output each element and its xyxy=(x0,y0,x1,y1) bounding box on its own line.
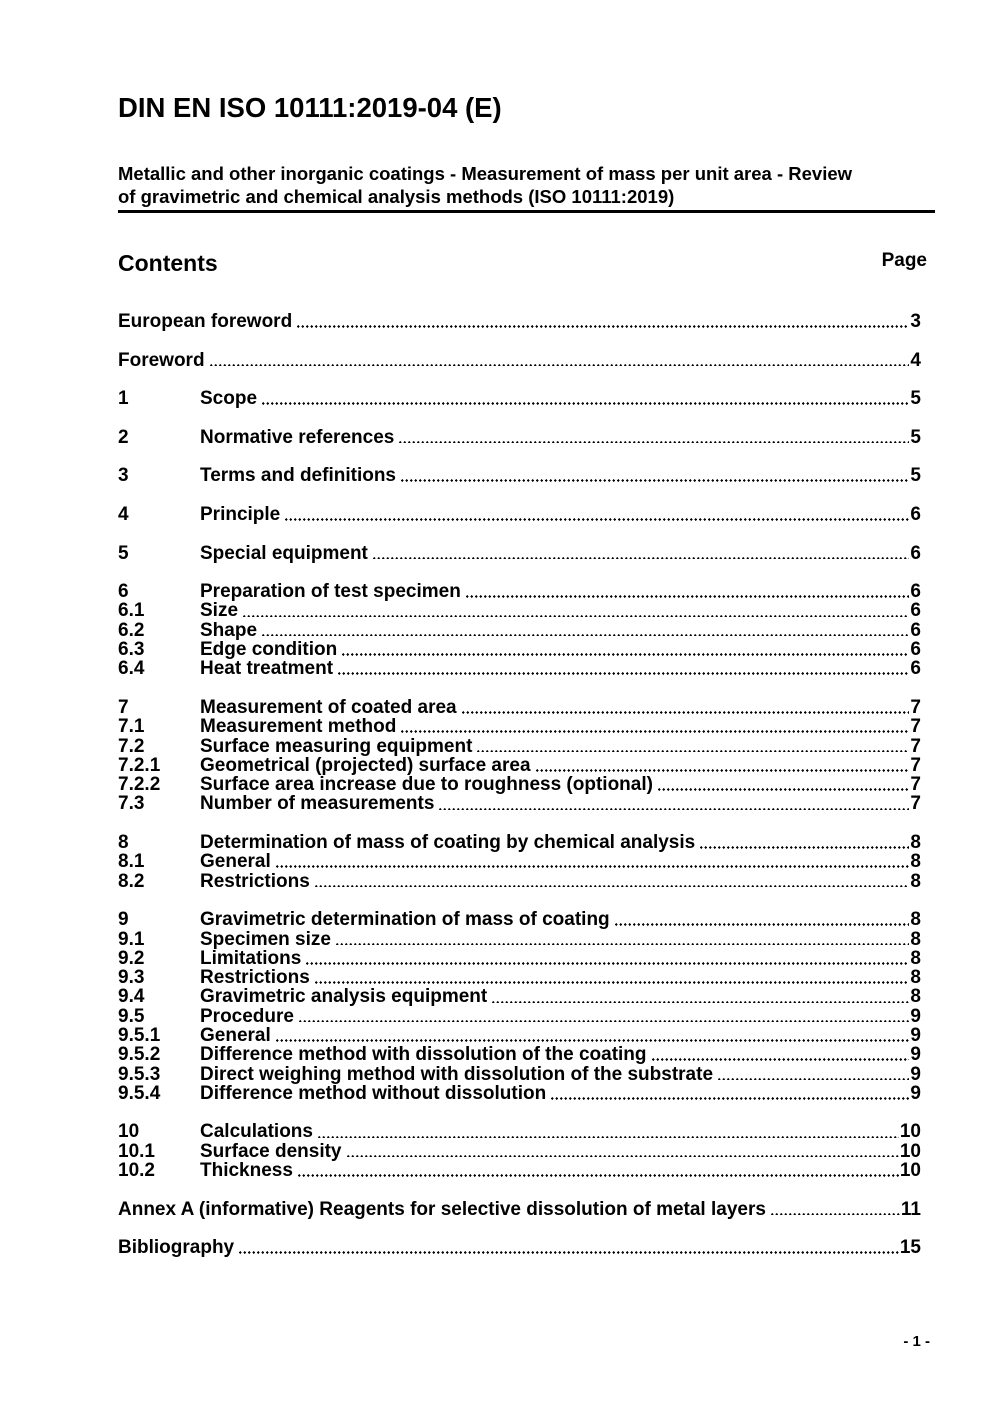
toc-entry[interactable] xyxy=(118,833,935,852)
document-subtitle xyxy=(118,162,935,213)
toc-entry-title: General xyxy=(200,851,271,873)
toc-leader-dots xyxy=(477,750,909,753)
toc-entry-number: 10 xyxy=(118,1121,140,1143)
toc-entry-number: 6.2 xyxy=(118,619,145,641)
toc-entry-number: 9.5.1 xyxy=(118,1024,161,1046)
toc-entry-page-number: 11 xyxy=(900,1198,921,1220)
toc-entry-number: 8.2 xyxy=(118,870,145,892)
toc-group xyxy=(118,466,935,485)
toc-entry[interactable] xyxy=(118,466,935,485)
toc-entry-number: 9 xyxy=(118,909,129,931)
contents-heading: Contents xyxy=(118,250,218,276)
toc-entry-title: Terms and definitions xyxy=(200,465,397,487)
toc-group xyxy=(118,698,935,814)
toc-group xyxy=(118,544,935,563)
toc-entry-page-number: 7 xyxy=(910,696,921,718)
toc-entry[interactable] xyxy=(118,582,935,601)
toc-leader-dots xyxy=(306,962,909,965)
toc-entry-title: Normative references xyxy=(200,426,395,448)
toc-list xyxy=(118,312,935,1258)
toc-entry[interactable] xyxy=(118,351,935,370)
toc-entry[interactable] xyxy=(118,621,935,640)
toc-leader-dots xyxy=(285,518,909,521)
toc-entry[interactable] xyxy=(118,852,935,871)
toc-entry-title: Surface measuring equipment xyxy=(200,735,473,757)
toc-entry-title: Foreword xyxy=(118,349,205,371)
toc-entry-page-number: 5 xyxy=(910,465,921,487)
toc-leader-dots xyxy=(658,788,909,791)
toc-entry-number: 10.2 xyxy=(118,1160,155,1182)
toc-leader-dots xyxy=(297,325,909,328)
toc-entry[interactable] xyxy=(118,601,935,620)
toc-entry[interactable] xyxy=(118,1045,935,1064)
toc-entry-page-number: 8 xyxy=(910,832,921,854)
toc-entry[interactable] xyxy=(118,1007,935,1026)
toc-entry[interactable] xyxy=(118,930,935,949)
toc-entry[interactable] xyxy=(118,544,935,563)
toc-entry-title: Calculations xyxy=(200,1121,313,1143)
toc-group xyxy=(118,389,935,408)
toc-entry-title: Preparation of test specimen xyxy=(200,581,461,603)
toc-entry-title: Procedure xyxy=(200,1005,294,1027)
toc-entry-page-number: 8 xyxy=(910,947,921,969)
page-column-label: Page xyxy=(881,250,927,271)
toc-entry[interactable] xyxy=(118,659,935,678)
toc-entry-title: Edge condition xyxy=(200,639,338,661)
toc-entry-page-number: 9 xyxy=(910,1024,921,1046)
toc-entry[interactable] xyxy=(118,968,935,987)
toc-entry-title: Thickness xyxy=(200,1160,293,1182)
toc-group xyxy=(118,505,935,524)
toc-entry[interactable] xyxy=(118,698,935,717)
toc-entry-title: Restrictions xyxy=(200,967,310,989)
toc-entry-page-number: 8 xyxy=(910,851,921,873)
toc-entry-page-number: 8 xyxy=(910,986,921,1008)
toc-entry-page-number: 10 xyxy=(899,1160,921,1182)
toc-leader-dots xyxy=(399,441,909,444)
toc-entry-page-number: 6 xyxy=(910,542,921,564)
toc-group xyxy=(118,833,935,891)
contents-header-row xyxy=(118,250,935,276)
toc-entry-page-number: 7 xyxy=(910,716,921,738)
toc-entry-title: Gravimetric analysis equipment xyxy=(200,986,488,1008)
page-content xyxy=(118,0,935,1258)
toc-entry-number: 9.2 xyxy=(118,947,145,969)
toc-entry[interactable] xyxy=(118,949,935,968)
toc-leader-dots xyxy=(700,846,909,849)
toc-entry-page-number: 5 xyxy=(910,426,921,448)
toc-entry-number: 9.4 xyxy=(118,986,145,1008)
toc-entry-title: Measurement of coated area xyxy=(200,696,457,718)
toc-leader-dots xyxy=(210,364,910,367)
toc-leader-dots xyxy=(315,885,910,888)
toc-entry-number: 9.5.3 xyxy=(118,1063,161,1085)
toc-entry-title: Surface area increase due to roughness (optional) xyxy=(200,774,653,796)
toc-leader-dots xyxy=(652,1058,910,1061)
toc-leader-dots xyxy=(342,653,909,656)
toc-leader-dots xyxy=(276,1039,910,1042)
toc-entry-title: Principle xyxy=(200,503,281,525)
toc-entry-page-number: 7 xyxy=(910,735,921,757)
toc-entry-title: Heat treatment xyxy=(200,658,334,680)
toc-entry-page-number: 6 xyxy=(910,503,921,525)
toc-entry-title: Shape xyxy=(200,619,258,641)
toc-entry-number: 5 xyxy=(118,542,129,564)
toc-entry-page-number: 7 xyxy=(910,793,921,815)
toc-leader-dots xyxy=(318,1136,899,1139)
toc-entry-page-number: 9 xyxy=(910,1005,921,1027)
toc-leader-dots xyxy=(239,1251,899,1254)
toc-entry-page-number: 5 xyxy=(910,388,921,410)
toc-entry-title: Scope xyxy=(200,388,258,410)
toc-leader-dots xyxy=(401,479,909,482)
toc-leader-dots xyxy=(276,865,910,868)
toc-entry-page-number: 3 xyxy=(910,311,921,332)
toc-entry[interactable] xyxy=(118,872,935,891)
toc-entry[interactable] xyxy=(118,987,935,1006)
toc-group xyxy=(118,351,935,370)
document-subtitle-line: of gravimetric and chemical analysis methods (ISO 10111:2019) xyxy=(118,186,675,207)
toc-entry-number: 9.1 xyxy=(118,928,145,950)
toc-entry-number: 9.5.4 xyxy=(118,1082,161,1104)
toc-entry-title: Special equipment xyxy=(200,542,368,564)
document-subtitle-line: Metallic and other inorganic coatings - Measurement of mass per unit area - Review xyxy=(118,163,853,184)
toc-entry-page-number: 6 xyxy=(910,581,921,603)
toc-entry-number: 9.5.2 xyxy=(118,1044,161,1066)
toc-leader-dots xyxy=(336,943,909,946)
toc-entry-number: 9.5 xyxy=(118,1005,145,1027)
toc-entry-page-number: 8 xyxy=(910,909,921,931)
toc-leader-dots xyxy=(718,1078,909,1081)
toc-group xyxy=(118,910,935,1103)
toc-entry-number: 3 xyxy=(118,465,129,487)
toc-entry-page-number: 6 xyxy=(910,619,921,641)
toc-group xyxy=(118,428,935,447)
toc-entry-title: Surface density xyxy=(200,1140,342,1162)
toc-leader-dots xyxy=(536,769,910,772)
toc-entry-title: General xyxy=(200,1024,271,1046)
toc-group xyxy=(118,582,935,678)
toc-entry-number: 7.1 xyxy=(118,716,145,738)
toc-leader-dots xyxy=(315,981,910,984)
toc-entry[interactable] xyxy=(118,312,935,331)
toc-entry-title: Determination of mass of coating by chemical analysis xyxy=(200,832,696,854)
toc-entry-page-number: 6 xyxy=(910,600,921,622)
toc-leader-dots xyxy=(262,402,909,405)
footer-page-number: - 1 - xyxy=(903,1333,930,1350)
toc-leader-dots xyxy=(551,1097,909,1100)
toc-entry-page-number: 7 xyxy=(910,754,921,776)
toc-entry[interactable] xyxy=(118,1065,935,1084)
toc-entry-number: 7.2.2 xyxy=(118,774,161,796)
toc-leader-dots xyxy=(338,672,909,675)
toc-entry-page-number: 9 xyxy=(910,1063,921,1085)
toc-entry-title: Restrictions xyxy=(200,870,310,892)
toc-group xyxy=(118,1122,935,1180)
toc-entry[interactable] xyxy=(118,640,935,659)
toc-leader-dots xyxy=(298,1174,899,1177)
toc-entry-page-number: 10 xyxy=(899,1140,921,1162)
toc-entry[interactable] xyxy=(118,1161,935,1180)
toc-entry-page-number: 15 xyxy=(899,1237,921,1259)
toc-entry-title: Bibliography xyxy=(118,1237,235,1259)
toc-entry-number: 6 xyxy=(118,581,129,603)
toc-entry-number: 2 xyxy=(118,426,129,448)
toc-entry-page-number: 8 xyxy=(910,928,921,950)
toc-group xyxy=(118,1200,935,1219)
toc-entry-title: Number of measurements xyxy=(200,793,435,815)
toc-entry-page-number: 8 xyxy=(910,870,921,892)
toc-entry[interactable] xyxy=(118,737,935,756)
toc-entry[interactable] xyxy=(118,1084,935,1103)
toc-entry-page-number: 6 xyxy=(910,658,921,680)
toc-entry-title: Direct weighing method with dissolution of the substrate xyxy=(200,1063,714,1085)
toc-leader-dots xyxy=(615,923,910,926)
toc-entry[interactable] xyxy=(118,505,935,524)
toc-leader-dots xyxy=(262,634,909,637)
toc-entry[interactable] xyxy=(118,1200,935,1219)
toc-entry-number: 7.2.1 xyxy=(118,754,161,776)
toc-leader-dots xyxy=(466,595,910,598)
toc-entry-number: 6.4 xyxy=(118,658,145,680)
toc-entry[interactable] xyxy=(118,389,935,408)
toc-group xyxy=(118,312,935,331)
toc-entry[interactable] xyxy=(118,910,935,929)
toc-entry-title: Measurement method xyxy=(200,716,397,738)
toc-leader-dots xyxy=(243,615,909,618)
toc-leader-dots xyxy=(299,1020,909,1023)
toc-entry-number: 6.1 xyxy=(118,600,145,622)
toc-leader-dots xyxy=(347,1155,899,1158)
toc-entry-title: Difference method without dissolution xyxy=(200,1082,547,1104)
toc-leader-dots xyxy=(771,1213,900,1216)
toc-entry-page-number: 7 xyxy=(910,774,921,796)
toc-entry[interactable] xyxy=(118,775,935,794)
toc-entry[interactable] xyxy=(118,794,935,813)
toc-leader-dots xyxy=(492,1001,909,1004)
toc-leader-dots xyxy=(373,557,910,560)
toc-leader-dots xyxy=(401,730,909,733)
toc-entry-number: 1 xyxy=(118,388,129,410)
toc-entry-title: Annex A (informative) Reagents for selective dissolution of metal layers xyxy=(118,1198,766,1220)
toc-entry-page-number: 4 xyxy=(910,349,921,371)
toc-entry[interactable] xyxy=(118,717,935,736)
toc-entry-number: 7.3 xyxy=(118,793,145,815)
toc-entry-number: 8 xyxy=(118,832,129,854)
toc-entry[interactable] xyxy=(118,756,935,775)
toc-entry-number: 9.3 xyxy=(118,967,145,989)
toc-entry-page-number: 9 xyxy=(910,1044,921,1066)
toc-group xyxy=(118,1238,935,1257)
toc-entry[interactable] xyxy=(118,1122,935,1141)
toc-entry-number: 7 xyxy=(118,696,129,718)
toc-leader-dots xyxy=(439,808,909,811)
toc-entry-number: 7.2 xyxy=(118,735,145,757)
toc-entry-title: Limitations xyxy=(200,947,302,969)
toc-entry-page-number: 9 xyxy=(910,1082,921,1104)
toc-entry-number: 8.1 xyxy=(118,851,145,873)
document-title: DIN EN ISO 10111:2019-04 (E) xyxy=(118,92,502,123)
toc-leader-dots xyxy=(462,711,910,714)
toc-entry-page-number: 6 xyxy=(910,639,921,661)
toc-entry[interactable] xyxy=(118,428,935,447)
toc-entry-title: Specimen size xyxy=(200,928,331,950)
toc-entry-title: Size xyxy=(200,600,239,622)
toc-entry-number: 4 xyxy=(118,503,129,525)
toc-entry-page-number: 10 xyxy=(899,1121,921,1143)
toc-entry-number: 10.1 xyxy=(118,1140,155,1162)
toc-entry[interactable] xyxy=(118,1238,935,1257)
toc-entry-title: Geometrical (projected) surface area xyxy=(200,754,531,776)
toc-entry-title: European foreword xyxy=(118,311,293,332)
toc-entry-title: Gravimetric determination of mass of coating xyxy=(200,909,610,931)
toc-entry-number: 6.3 xyxy=(118,639,145,661)
toc-entry[interactable] xyxy=(118,1142,935,1161)
toc-entry-page-number: 8 xyxy=(910,967,921,989)
toc-entry-title: Difference method with dissolution of the coating xyxy=(200,1044,647,1066)
toc-entry[interactable] xyxy=(118,1026,935,1045)
